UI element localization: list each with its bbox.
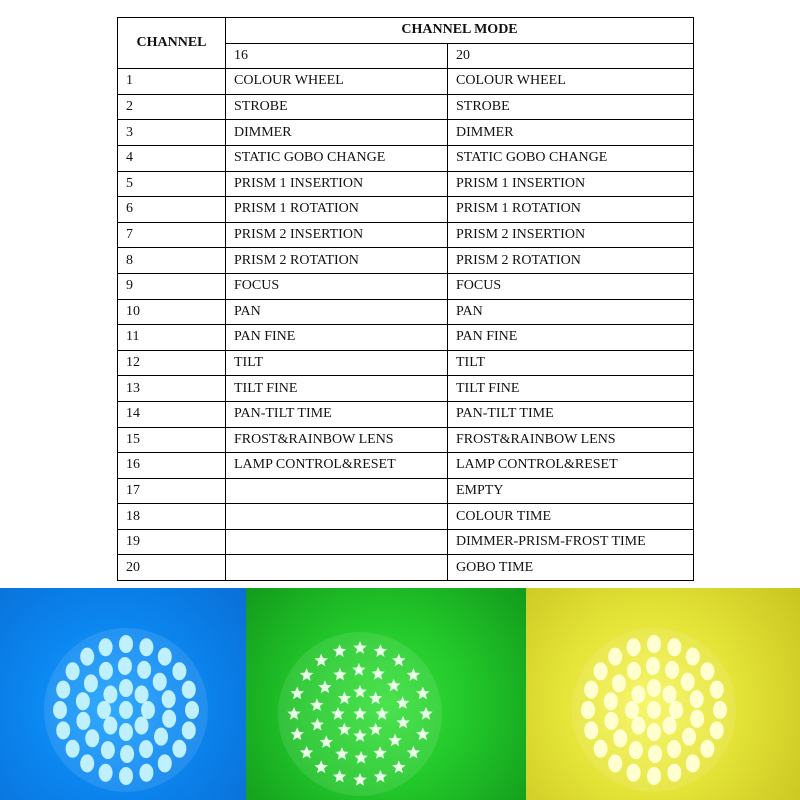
led bbox=[119, 701, 133, 719]
led bbox=[686, 754, 700, 772]
header-mode-16: 16 bbox=[226, 43, 448, 69]
channel-number: 5 bbox=[118, 171, 226, 197]
mode-20-function: TILT bbox=[448, 350, 694, 376]
mode-16-function: PAN-TILT TIME bbox=[226, 401, 448, 427]
header-channel: CHANNEL bbox=[118, 18, 226, 69]
channel-number: 13 bbox=[118, 376, 226, 402]
led bbox=[80, 648, 94, 666]
led bbox=[613, 729, 627, 747]
led bbox=[665, 661, 679, 679]
led bbox=[627, 764, 641, 782]
led bbox=[584, 681, 598, 699]
led bbox=[647, 679, 661, 697]
led bbox=[153, 673, 167, 691]
channel-number: 19 bbox=[118, 529, 226, 555]
channel-number: 2 bbox=[118, 94, 226, 120]
led bbox=[76, 692, 90, 710]
led bbox=[627, 662, 641, 680]
mode-20-function: COLOUR TIME bbox=[448, 504, 694, 530]
led bbox=[700, 662, 714, 680]
led bbox=[162, 690, 176, 708]
led bbox=[56, 721, 70, 739]
led bbox=[690, 710, 704, 728]
mode-16-function: PAN FINE bbox=[226, 325, 448, 351]
table-row bbox=[118, 555, 694, 581]
table-row bbox=[118, 273, 694, 299]
led bbox=[681, 673, 695, 691]
led bbox=[625, 701, 639, 719]
led bbox=[85, 729, 99, 747]
mode-16-function: PRISM 1 ROTATION bbox=[226, 197, 448, 223]
led bbox=[172, 740, 186, 758]
blue-light-photo bbox=[0, 588, 246, 800]
led bbox=[608, 754, 622, 772]
led bbox=[97, 701, 111, 719]
led bbox=[99, 662, 113, 680]
mode-16-function bbox=[226, 478, 448, 504]
mode-16-function: FROST&RAINBOW LENS bbox=[226, 427, 448, 453]
led bbox=[103, 685, 117, 703]
channel-number: 12 bbox=[118, 350, 226, 376]
mode-20-function: PAN FINE bbox=[448, 325, 694, 351]
table-row bbox=[118, 197, 694, 223]
led bbox=[594, 740, 608, 758]
mode-16-function: DIMMER bbox=[226, 120, 448, 146]
channel-number: 10 bbox=[118, 299, 226, 325]
led bbox=[185, 701, 199, 719]
channel-table bbox=[117, 17, 694, 581]
channel-number: 20 bbox=[118, 555, 226, 581]
led bbox=[612, 674, 626, 692]
led bbox=[646, 657, 660, 675]
table-row bbox=[118, 478, 694, 504]
channel-number: 16 bbox=[118, 453, 226, 479]
channel-number: 17 bbox=[118, 478, 226, 504]
led bbox=[713, 701, 727, 719]
led bbox=[84, 674, 98, 692]
led bbox=[627, 638, 641, 656]
channel-number: 3 bbox=[118, 120, 226, 146]
led bbox=[80, 754, 94, 772]
led bbox=[647, 701, 661, 719]
mode-20-function: EMPTY bbox=[448, 478, 694, 504]
led bbox=[631, 717, 645, 735]
mode-16-function: PAN bbox=[226, 299, 448, 325]
led bbox=[139, 764, 153, 782]
led bbox=[66, 662, 80, 680]
green-led-array bbox=[246, 588, 526, 800]
table-row bbox=[118, 350, 694, 376]
mode-16-function: STROBE bbox=[226, 94, 448, 120]
mode-20-function: PRISM 2 ROTATION bbox=[448, 248, 694, 274]
led bbox=[700, 740, 714, 758]
mode-16-function: PRISM 2 ROTATION bbox=[226, 248, 448, 274]
led bbox=[690, 690, 704, 708]
channel-number: 15 bbox=[118, 427, 226, 453]
table-row bbox=[118, 325, 694, 351]
led bbox=[141, 701, 155, 719]
led bbox=[686, 648, 700, 666]
mode-20-function: COLOUR WHEEL bbox=[448, 69, 694, 95]
led bbox=[56, 681, 70, 699]
led bbox=[667, 638, 681, 656]
mode-16-function: LAMP CONTROL&RESET bbox=[226, 453, 448, 479]
led bbox=[647, 723, 661, 741]
led bbox=[663, 717, 677, 735]
led bbox=[119, 723, 133, 741]
mode-16-function: TILT FINE bbox=[226, 376, 448, 402]
mode-20-function: DIMMER-PRISM-FROST TIME bbox=[448, 529, 694, 555]
led bbox=[119, 767, 133, 785]
led bbox=[103, 717, 117, 735]
led bbox=[158, 648, 172, 666]
led bbox=[710, 721, 724, 739]
green-light-photo bbox=[246, 588, 526, 800]
led bbox=[669, 701, 683, 719]
led bbox=[135, 717, 149, 735]
channel-number: 18 bbox=[118, 504, 226, 530]
led bbox=[118, 657, 132, 675]
led bbox=[584, 721, 598, 739]
table-row bbox=[118, 529, 694, 555]
mode-20-function: PAN bbox=[448, 299, 694, 325]
channel-number: 4 bbox=[118, 145, 226, 171]
mode-16-function: PRISM 1 INSERTION bbox=[226, 171, 448, 197]
led bbox=[120, 745, 134, 763]
led bbox=[66, 740, 80, 758]
led bbox=[135, 685, 149, 703]
led bbox=[172, 662, 186, 680]
mode-20-function: PRISM 1 ROTATION bbox=[448, 197, 694, 223]
led bbox=[647, 635, 661, 653]
channel-number: 7 bbox=[118, 222, 226, 248]
mode-20-function: DIMMER bbox=[448, 120, 694, 146]
blue-led-array bbox=[0, 588, 246, 800]
mode-20-function: STROBE bbox=[448, 94, 694, 120]
led bbox=[182, 721, 196, 739]
channel-number: 14 bbox=[118, 401, 226, 427]
table-row bbox=[118, 94, 694, 120]
table-row bbox=[118, 222, 694, 248]
led bbox=[682, 728, 696, 746]
yellow-light-photo bbox=[526, 588, 800, 800]
mode-16-function bbox=[226, 529, 448, 555]
led bbox=[162, 710, 176, 728]
mode-20-function: PAN-TILT TIME bbox=[448, 401, 694, 427]
led bbox=[648, 745, 662, 763]
mode-16-function: STATIC GOBO CHANGE bbox=[226, 145, 448, 171]
led bbox=[581, 701, 595, 719]
mode-16-function: COLOUR WHEEL bbox=[226, 69, 448, 95]
table-row bbox=[118, 453, 694, 479]
mode-20-function: FROST&RAINBOW LENS bbox=[448, 427, 694, 453]
led bbox=[101, 741, 115, 759]
channel-number: 8 bbox=[118, 248, 226, 274]
led bbox=[710, 681, 724, 699]
led bbox=[647, 767, 661, 785]
led bbox=[76, 712, 90, 730]
table-row bbox=[118, 171, 694, 197]
led bbox=[139, 740, 153, 758]
mode-20-function: LAMP CONTROL&RESET bbox=[448, 453, 694, 479]
table-row bbox=[118, 248, 694, 274]
channel-number: 1 bbox=[118, 69, 226, 95]
channel-number: 6 bbox=[118, 197, 226, 223]
channel-table-container bbox=[117, 17, 693, 581]
led bbox=[137, 661, 151, 679]
header-mode-20: 20 bbox=[448, 43, 694, 69]
channel-number: 11 bbox=[118, 325, 226, 351]
table-row bbox=[118, 299, 694, 325]
table-row bbox=[118, 401, 694, 427]
channel-number: 9 bbox=[118, 273, 226, 299]
led bbox=[99, 638, 113, 656]
led bbox=[119, 679, 133, 697]
led bbox=[154, 728, 168, 746]
mode-16-function bbox=[226, 504, 448, 530]
led bbox=[631, 685, 645, 703]
mode-20-function: PRISM 2 INSERTION bbox=[448, 222, 694, 248]
led bbox=[608, 648, 622, 666]
led bbox=[667, 740, 681, 758]
led bbox=[629, 741, 643, 759]
mode-16-function: TILT bbox=[226, 350, 448, 376]
header-channel-mode: CHANNEL MODE bbox=[226, 18, 694, 44]
table-row bbox=[118, 145, 694, 171]
table-row bbox=[118, 504, 694, 530]
led bbox=[182, 681, 196, 699]
table-row bbox=[118, 69, 694, 95]
led bbox=[139, 638, 153, 656]
table-row bbox=[118, 376, 694, 402]
led bbox=[667, 764, 681, 782]
led bbox=[53, 701, 67, 719]
mode-20-function: TILT FINE bbox=[448, 376, 694, 402]
fixture-photos bbox=[0, 588, 800, 800]
mode-20-function: GOBO TIME bbox=[448, 555, 694, 581]
led bbox=[158, 754, 172, 772]
led bbox=[594, 662, 608, 680]
led bbox=[604, 692, 618, 710]
table-row bbox=[118, 120, 694, 146]
mode-20-function: PRISM 1 INSERTION bbox=[448, 171, 694, 197]
mode-20-function: STATIC GOBO CHANGE bbox=[448, 145, 694, 171]
mode-16-function: PRISM 2 INSERTION bbox=[226, 222, 448, 248]
yellow-led-array bbox=[526, 588, 800, 800]
mode-16-function bbox=[226, 555, 448, 581]
mode-20-function: FOCUS bbox=[448, 273, 694, 299]
table-row bbox=[118, 427, 694, 453]
led bbox=[663, 685, 677, 703]
led bbox=[604, 712, 618, 730]
led bbox=[119, 635, 133, 653]
led bbox=[99, 764, 113, 782]
mode-16-function: FOCUS bbox=[226, 273, 448, 299]
